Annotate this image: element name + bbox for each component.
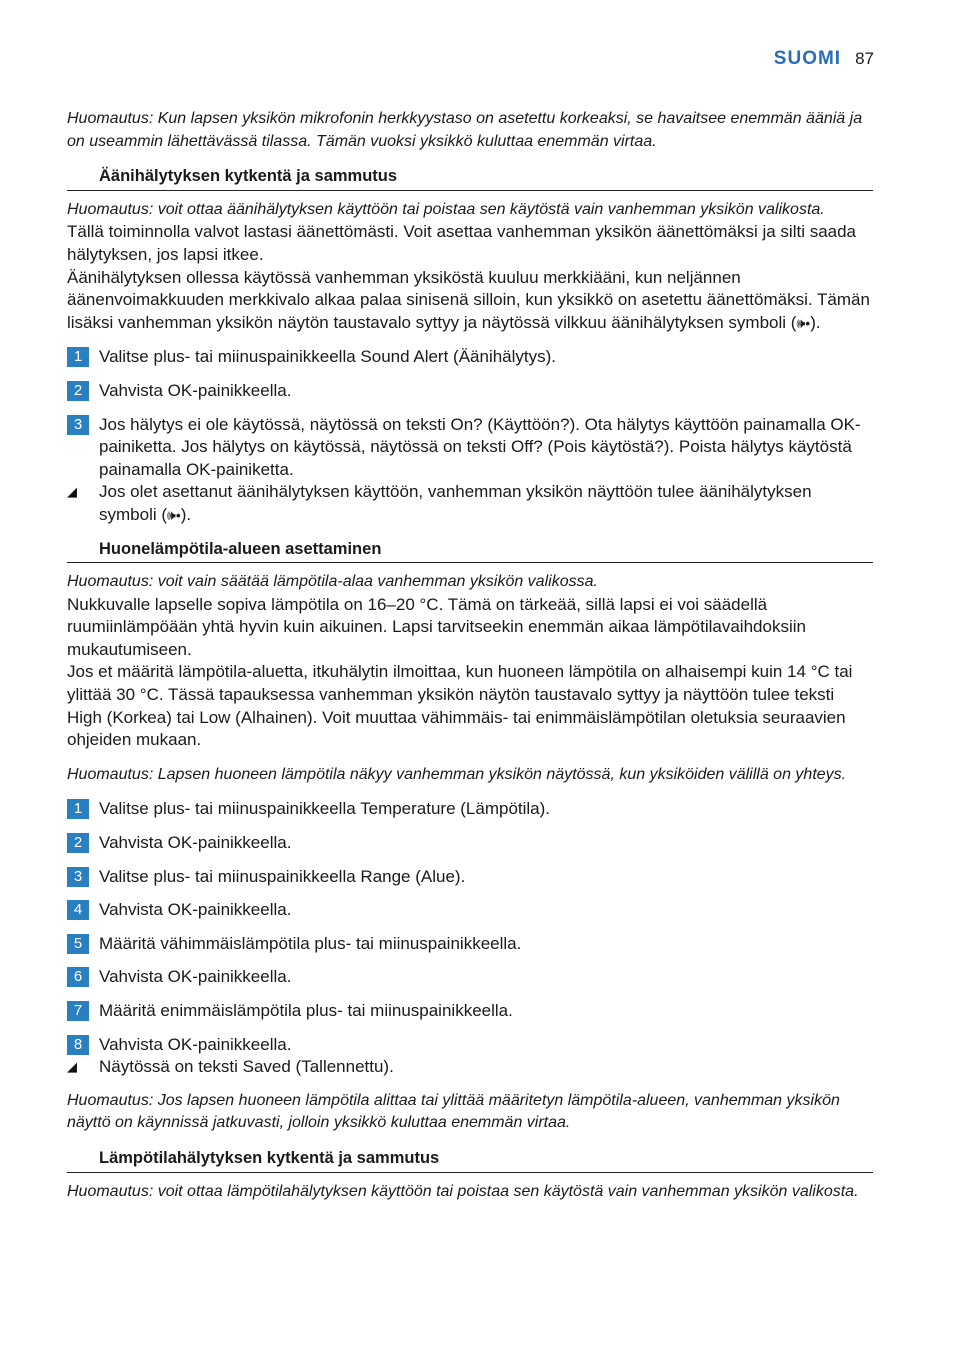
note-sound-alert: Huomautus: voit ottaa äänihälytyksen käyttöön tai poistaa sen käytöstä vain vanhemman yksikön valikosta.	[67, 200, 825, 218]
step-number: 8	[67, 1035, 89, 1055]
page-number: 87	[855, 49, 874, 68]
step-text: Valitse plus- tai miinuspainikkeella Sound Alert (Äänihälytys).	[99, 347, 557, 367]
step-item	[67, 899, 873, 922]
note-temperature-display: Huomautus: Lapsen huoneen lämpötila näkyy vanhemman yksikön näytössä, kun yksiköiden välillä on yhteys.	[67, 765, 847, 783]
step-text: Valitse plus- tai miinuspainikkeella Temperature (Lämpötila).	[99, 799, 551, 819]
paragraph: Tällä toiminnolla valvot lastasi äänettömästi. Voit asettaa vanhemman yksikön äänettömäksi ja silti saada hälytyksen, jos lapsi itkee.	[67, 222, 857, 264]
step-text: Vahvista OK-painikkeella.	[99, 833, 292, 853]
step-item	[67, 798, 873, 821]
step-text: Määritä enimmäislämpötila plus- tai miinuspainikkeella.	[99, 1001, 513, 1020]
step-item	[67, 414, 873, 482]
result-arrow-icon: ◢	[67, 1059, 77, 1075]
step-number: 3	[67, 415, 89, 435]
sound-alert-icon: 🕪•	[167, 506, 181, 523]
page-header	[774, 48, 874, 70]
step-text: Vahvista OK-painikkeella.	[99, 380, 292, 400]
step-item	[67, 380, 873, 403]
page-content	[67, 108, 873, 1203]
section-heading-room-temperature: Huonelämpötila-alueen asettaminen	[67, 538, 873, 564]
step-text: Valitse plus- tai miinuspainikkeella Range (Alue).	[99, 866, 466, 886]
step-number: 1	[67, 347, 89, 367]
note-intro: Huomautus: Kun lapsen yksikön mikrofonin herkkyystaso on asetettu korkeaksi, se havaitsee enemmän ääniä ja on useammin lähettävässä tilassa. Tämän vuoksi yksikkö kuluttaa enemmän virtaa.	[67, 110, 863, 150]
section-heading-temperature-alert: Lämpötilahälytyksen kytkentä ja sammutus	[67, 1147, 873, 1173]
language-label: SUOMI	[773, 48, 842, 69]
step-number: 2	[67, 381, 89, 401]
step-item	[67, 966, 873, 989]
paragraph: Jos et määritä lämpötila-aluetta, itkuhälytin ilmoittaa, kun huoneen lämpötila on alhaisempi kuin 14 °C tai ylittää 30 °C. Tässä tapauksessa vanhemman yksikön näytön taustavalo syttyy ja näyttöön tulee teksti High (Korkea) tai Low (Alhainen). Voit muuttaa vähimmäis- tai enimmäislämpötilan oletuksia seuraavien ohjeiden mukaan.	[67, 662, 853, 750]
step-number: 5	[67, 934, 89, 954]
step-text: Jos hälytys ei ole käytössä, näytössä on teksti On? (Käyttöön?). Ota hälytys käyttöön painamalla OK-painiketta. Jos hälytys on käytössä, näytössä on teksti Off? (Pois käytöstä?). Poista hälytys käytöstä painamalla OK-painiketta.	[99, 414, 861, 479]
step-number: 2	[67, 833, 89, 853]
step-number: 1	[67, 799, 89, 819]
step-item	[67, 866, 873, 889]
step-item	[67, 832, 873, 855]
note-temperature-range: Huomautus: voit vain säätää lämpötila-alaa vanhemman yksikön valikossa.	[67, 573, 598, 591]
result-text: Näytössä on teksti Saved (Tallennettu).	[99, 1057, 394, 1077]
step-number: 7	[67, 1001, 89, 1021]
result-item	[67, 481, 873, 526]
step-text: Määritä vähimmäislämpötila plus- tai miinuspainikkeella.	[99, 933, 522, 953]
note-temperature-alert: Huomautus: voit ottaa lämpötilahälytyksen käyttöön tai poistaa sen käytöstä vain vanhemman yksikön valikosta.	[67, 1182, 859, 1200]
step-number: 4	[67, 900, 89, 920]
paragraph: Nukkuvalle lapselle sopiva lämpötila on 16–20 °C. Tämä on tärkeää, sillä lapsi ei voi säädellä ruumiinlämpöään yhtä hyvin kuin aikuinen. Lapsi tarvitseekin enemmän aikaa lämpötilavaihdoksiin mukautumiseen.	[67, 594, 806, 659]
step-text: Vahvista OK-painikkeella.	[99, 900, 292, 920]
step-text: Vahvista OK-painikkeella.	[99, 967, 292, 987]
step-item	[67, 346, 873, 369]
note-temperature-alarm: Huomautus: Jos lapsen huoneen lämpötila alittaa tai ylittää määritetyn lämpötila-alueen, vanhemman yksikön näyttö on käynnissä jatkuvasti, jolloin yksikkö kuluttaa enemmän virtaa.	[67, 1091, 840, 1132]
result-text: Jos olet asettanut äänihälytyksen käyttöön, vanhemman yksikön näyttöön tulee äänihälytyksen symboli (🕪•).	[99, 481, 873, 526]
sound-alert-icon: 🕪•	[796, 314, 811, 331]
paragraph: Äänihälytyksen ollessa käytössä vanhemman yksiköstä kuuluu merkkiääni, kun neljännen äänenvoimakkuuden merkkivalo alkaa palaa sinisenä silloin, kun yksikkö on asetettu äänettömäksi. Tämän lisäksi vanhemman yksikön näytön taustavalo syttyy ja näytössä vilkkuu äänihälytyksen symboli (🕪•).	[67, 267, 873, 335]
step-item	[67, 1034, 873, 1057]
step-item	[67, 1000, 873, 1023]
result-arrow-icon: ◢	[67, 484, 77, 500]
section-heading-sound-alert: Äänihälytyksen kytkentä ja sammutus	[67, 165, 873, 191]
result-item	[67, 1056, 873, 1079]
step-item	[67, 933, 873, 956]
step-number: 3	[67, 867, 89, 887]
step-text: Vahvista OK-painikkeella.	[99, 1034, 292, 1054]
step-number: 6	[67, 967, 89, 987]
